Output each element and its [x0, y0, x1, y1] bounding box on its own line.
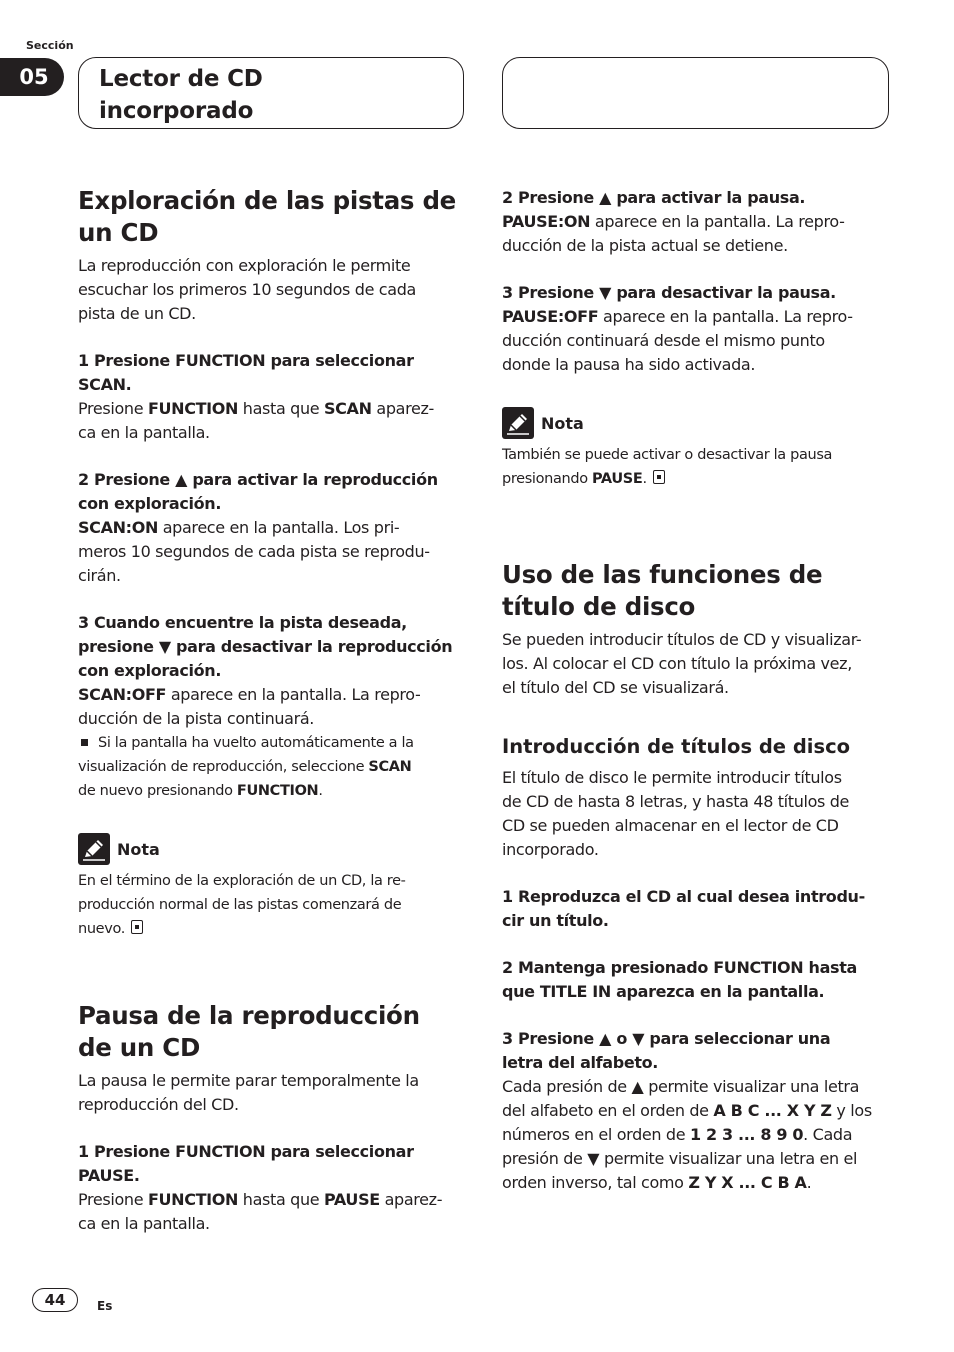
page-number: 44	[32, 1288, 78, 1312]
pause-step1-heading: 1 Presione FUNCTION para seleccionar PAUSE.	[78, 1142, 414, 1185]
down-arrow-icon: ▼	[632, 1029, 645, 1048]
end-of-section-icon	[131, 920, 143, 934]
scan-step2-heading: 2 Presione ▲ para activar la reproducción con exploración.	[78, 470, 438, 513]
section-number-badge: 05	[0, 58, 64, 96]
chapter-title-line1: Lector de CD	[99, 66, 263, 92]
up-arrow-icon: ▲	[599, 1029, 612, 1048]
titles-step1-heading: 1 Reproduzca el CD al cual desea introdu- cir un título.	[502, 887, 865, 930]
titles-sub-intro: El título de disco le permite introducir títulos de CD de hasta 8 letras, y hasta 48 títulos de CD se pueden almacenar en el lector de CD incorporado.	[502, 768, 850, 859]
pause-step2-heading: 2 Presione ▲ para activar la pausa.	[502, 188, 806, 207]
scan-step3-body: SCAN:OFF aparece en la pantalla. La repro- ducción de la pista continuará.	[78, 685, 421, 728]
pause-step1-body: Presione FUNCTION hasta que PAUSE aparez- ca en la pantalla.	[78, 1190, 443, 1233]
right-column	[502, 186, 894, 1195]
end-of-section-icon	[653, 470, 665, 484]
scan-step1-body: Presione FUNCTION hasta que SCAN aparez- ca en la pantalla.	[78, 399, 434, 442]
pause-step2-body: PAUSE:ON aparece en la pantalla. La repro- ducción de la pista actual se detiene.	[502, 212, 845, 255]
down-arrow-icon: ▼	[587, 1149, 600, 1168]
language-code: Es	[97, 1299, 113, 1313]
up-arrow-icon: ▲	[175, 470, 188, 489]
titles-subheading: Introducción de títulos de disco	[502, 735, 851, 758]
empty-header-box	[502, 57, 889, 129]
left-column	[78, 185, 470, 1236]
pause-nota-header	[502, 407, 894, 439]
up-arrow-icon: ▲	[631, 1077, 644, 1096]
chapter-title-box	[78, 57, 464, 129]
scan-step1-heading: 1 Presione FUNCTION para seleccionar SCAN.	[78, 351, 414, 394]
pause-nota-body: También se puede activar o desactivar la pausa presionando PAUSE.	[502, 447, 833, 487]
scan-step2-body: SCAN:ON aparece en la pantalla. Los pri- meros 10 segundos de cada pista se reprodu- cirán.	[78, 518, 430, 585]
titles-step3-heading: 3 Presione ▲ o ▼ para seleccionar una letra del alfabeto.	[502, 1029, 831, 1072]
titles-step3-body: Cada presión de ▲ permite visualizar una letra del alfabeto en el orden de A B C ... X Y Z y los números en el orden de 1 2 3 ... 8 9 0. Cada presión de ▼ permite visualizar una letra en el orden inverso, tal como Z Y X ... C B A.	[502, 1077, 872, 1192]
nota-label: Nota	[117, 839, 160, 859]
pencil-note-icon	[78, 833, 110, 865]
scan-nota-body: En el término de la exploración de un CD, la re- producción normal de las pistas comenzará de nuevo.	[78, 873, 406, 937]
scan-step3-heading: 3 Cuando encuentre la pista deseada, presione ▼ para desactivar la reproducción con exploración.	[78, 613, 453, 680]
scan-intro: La reproducción con exploración le permite escuchar los primeros 10 segundos de cada pista de un CD.	[78, 256, 416, 323]
pencil-note-icon	[502, 407, 534, 439]
square-bullet-icon	[81, 739, 88, 746]
section-label: Sección	[26, 39, 74, 52]
down-arrow-icon: ▼	[599, 283, 612, 302]
down-arrow-icon: ▼	[158, 637, 171, 656]
pause-intro: La pausa le permite parar temporalmente la reproducción del CD.	[78, 1071, 419, 1114]
scan-heading: Exploración de las pistas de un CD	[78, 186, 457, 247]
pause-step3-body: PAUSE:OFF aparece en la pantalla. La repro- ducción continuará desde el mismo punto donde la pausa ha sido activada.	[502, 307, 853, 374]
pause-heading: Pausa de la reproducción de un CD	[78, 1001, 420, 1062]
up-arrow-icon: ▲	[599, 188, 612, 207]
scan-bullet-note: Si la pantalla ha vuelto automáticamente a la visualización de reproducción, seleccione SCAN de nuevo presionando FUNCTION.	[78, 735, 414, 799]
chapter-title-line2: incorporado	[99, 98, 254, 124]
titles-step2-heading: 2 Mantenga presionado FUNCTION hasta que TITLE IN aparezca en la pantalla.	[502, 958, 857, 1001]
pause-step3-heading: 3 Presione ▼ para desactivar la pausa.	[502, 283, 836, 302]
titles-heading: Uso de las funciones de título de disco	[502, 560, 823, 621]
titles-intro: Se pueden introducir títulos de CD y visualizar- los. Al colocar el CD con título la próxima vez, el título del CD se visualizará.	[502, 630, 862, 697]
nota-label: Nota	[541, 413, 584, 433]
scan-nota-header	[78, 833, 470, 865]
